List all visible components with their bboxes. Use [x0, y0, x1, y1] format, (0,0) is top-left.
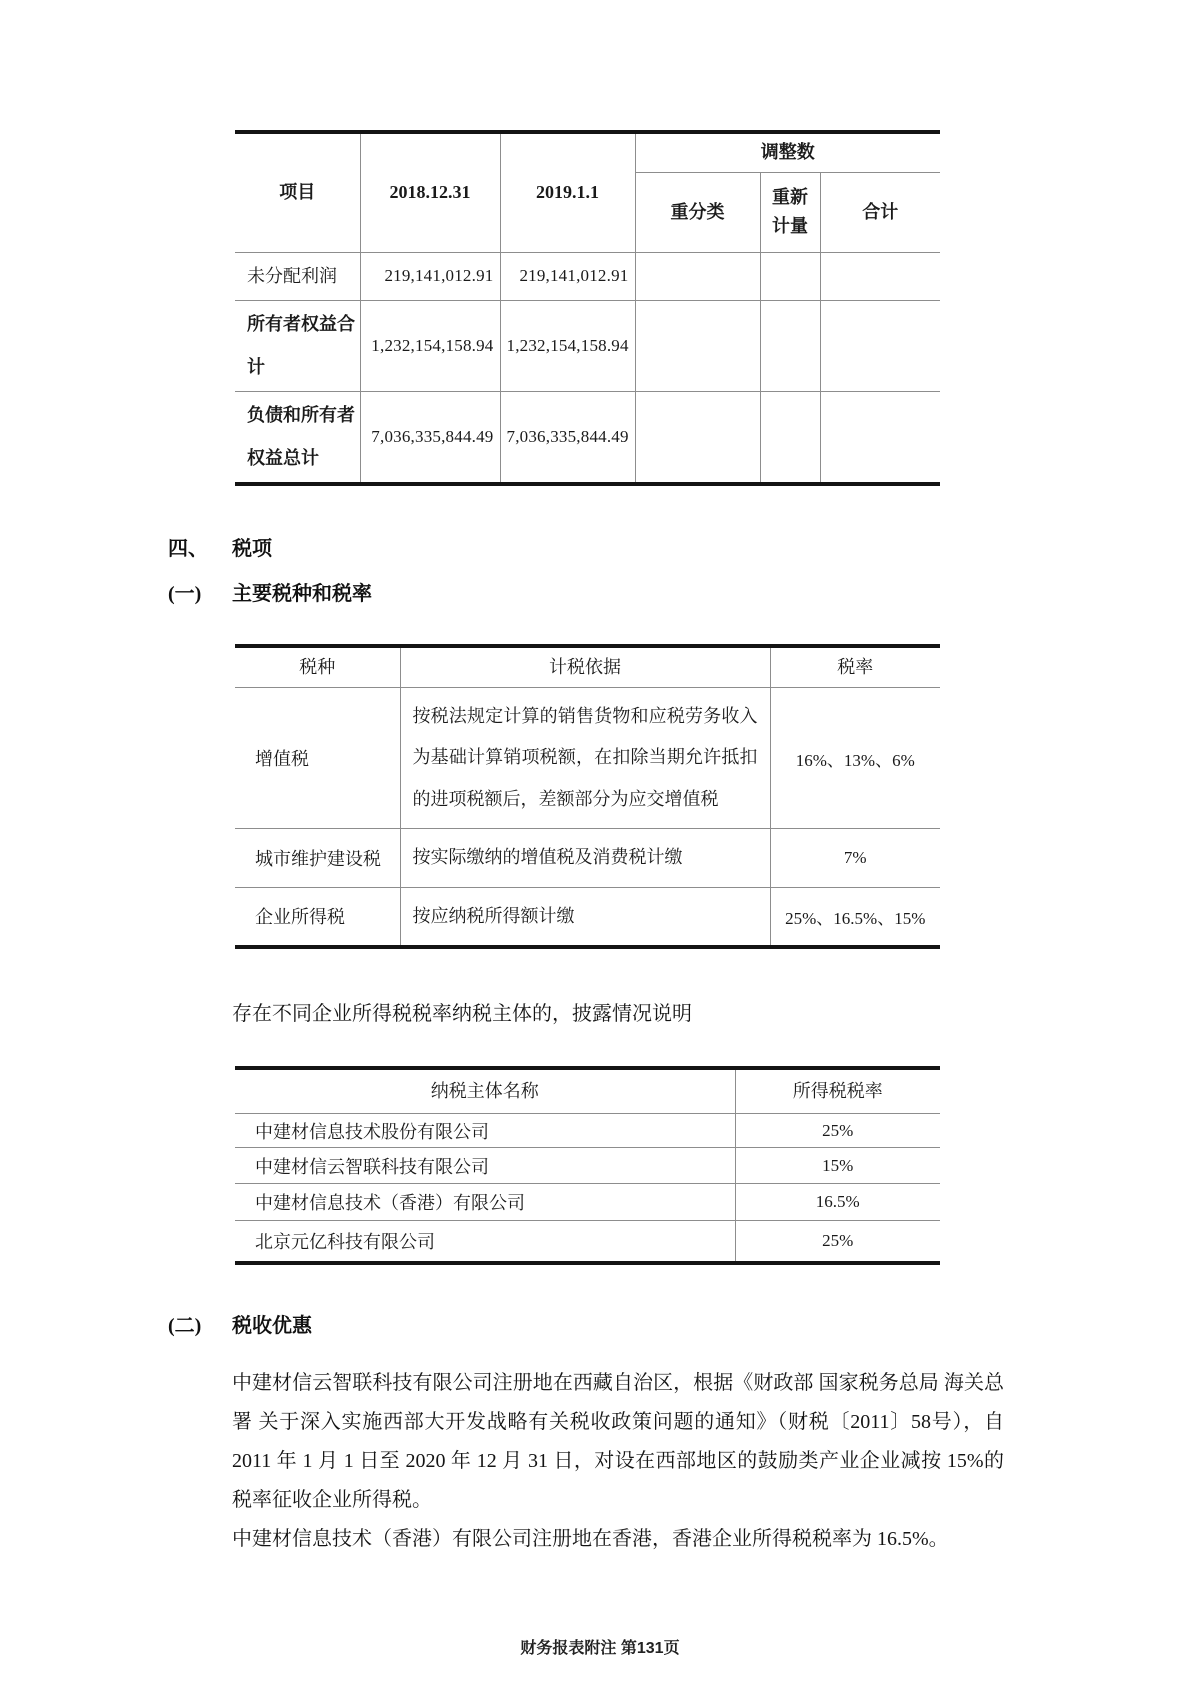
taxpayer-row	[235, 1184, 940, 1221]
taxpayer-name: 中建材信云智联科技有限公司	[235, 1148, 735, 1184]
subsection-heading-tax-incentives	[168, 1313, 1200, 1340]
equity-row-total-liabilities-and-equity	[235, 392, 940, 485]
tax-incentive-paragraph-west: 中建材信云智联科技有限公司注册地在西藏自治区，根据《财政部 国家税务总局 海关总署 关于深入实施西部大开发战略有关税收政策问题的通知》（财税〔2011〕58号），自 2011 年 1 月 1 日至 2020 年 12 月 31 日，对设在西部地区的鼓励类产业企业减按 15%的税率征收企业所得税。	[232, 1371, 1004, 1511]
col-header-reclassification: 重分类	[635, 172, 760, 252]
col-header-income-tax-rate: 所得税税率	[735, 1068, 940, 1114]
equity-adjustment-table	[235, 130, 940, 486]
tax-rate: 25%、16.5%、15%	[770, 887, 940, 947]
col-header-item: 项目	[235, 132, 360, 252]
taxpayer-rate: 25%	[735, 1114, 940, 1148]
subsection-heading-main-taxes	[168, 581, 1200, 608]
taxpayer-row	[235, 1114, 940, 1148]
tax-row-vat	[235, 687, 940, 828]
tax-type: 企业所得税	[235, 887, 400, 947]
item-label: 负债和所有者权益总计	[235, 392, 360, 485]
value-2019: 1,232,154,158.94	[500, 300, 635, 391]
subsection-title: 税收优惠	[232, 1314, 312, 1337]
col-header-adjustments: 调整数	[635, 132, 940, 172]
item-label: 所有者权益合计	[235, 300, 360, 391]
value-total	[820, 252, 940, 300]
value-total	[820, 300, 940, 391]
subsection-number: (一)	[168, 583, 202, 606]
disclosure-note: 存在不同企业所得税税率纳税主体的，披露情况说明	[232, 1002, 692, 1025]
taxpayer-name: 中建材信息技术股份有限公司	[235, 1114, 735, 1148]
value-total	[820, 392, 940, 485]
col-header-tax-type: 税种	[235, 646, 400, 687]
taxpayer-row	[235, 1221, 940, 1263]
value-remeasurement	[760, 252, 820, 300]
section-title: 税项	[232, 538, 272, 561]
tax-rate-header-row	[235, 646, 940, 687]
tax-row-corporate-income	[235, 887, 940, 947]
col-header-2019: 2019.1.1	[500, 132, 635, 252]
col-header-taxpayer-name: 纳税主体名称	[235, 1068, 735, 1114]
equity-row-undistributed-profit	[235, 252, 940, 300]
tax-basis: 按实际缴纳的增值税及消费税计缴	[400, 829, 770, 887]
value-2018: 219,141,012.91	[360, 252, 500, 300]
section-heading-taxes	[168, 536, 1200, 563]
tax-rate-table	[235, 644, 940, 948]
tax-row-urban-maintenance	[235, 829, 940, 887]
tax-incentive-paragraph-hongkong: 中建材信息技术（香港）有限公司注册地在香港，香港企业所得税税率为 16.5%。	[232, 1527, 949, 1550]
tax-rate: 16%、13%、6%	[770, 687, 940, 828]
value-2018: 7,036,335,844.49	[360, 392, 500, 485]
tax-basis: 按应纳税所得额计缴	[400, 887, 770, 947]
col-header-basis: 计税依据	[400, 646, 770, 687]
taxpayer-name: 北京元亿科技有限公司	[235, 1221, 735, 1263]
value-reclassification	[635, 392, 760, 485]
col-header-rate: 税率	[770, 646, 940, 687]
tax-basis: 按税法规定计算的销售货物和应税劳务收入为基础计算销项税额，在扣除当期允许抵扣的进项税额后，差额部分为应交增值税	[400, 687, 770, 828]
value-2019: 7,036,335,844.49	[500, 392, 635, 485]
value-remeasurement	[760, 300, 820, 391]
col-header-remeasurement: 重新计量	[760, 172, 820, 252]
tax-rate: 7%	[770, 829, 940, 887]
section-number: 四、	[168, 538, 208, 561]
col-header-2018: 2018.12.31	[360, 132, 500, 252]
value-remeasurement	[760, 392, 820, 485]
taxpayer-rate: 15%	[735, 1148, 940, 1184]
value-reclassification	[635, 300, 760, 391]
tax-type: 城市维护建设税	[235, 829, 400, 887]
taxpayer-rate: 16.5%	[735, 1184, 940, 1221]
taxpayer-rate-table	[235, 1066, 940, 1265]
value-reclassification	[635, 252, 760, 300]
taxpayer-header-row	[235, 1068, 940, 1114]
taxpayer-name: 中建材信息技术（香港）有限公司	[235, 1184, 735, 1221]
item-label: 未分配利润	[235, 252, 360, 300]
value-2018: 1,232,154,158.94	[360, 300, 500, 391]
value-2019: 219,141,012.91	[500, 252, 635, 300]
subsection-number: (二)	[168, 1314, 202, 1337]
equity-row-total-owners-equity	[235, 300, 940, 391]
tax-type: 增值税	[235, 687, 400, 828]
equity-header-row-1	[235, 132, 940, 172]
taxpayer-row	[235, 1148, 940, 1184]
col-header-total: 合计	[820, 172, 940, 252]
subsection-title: 主要税种和税率	[232, 583, 372, 606]
page-footer: 财务报表附注 第131页	[520, 1639, 680, 1657]
taxpayer-rate: 25%	[735, 1221, 940, 1263]
